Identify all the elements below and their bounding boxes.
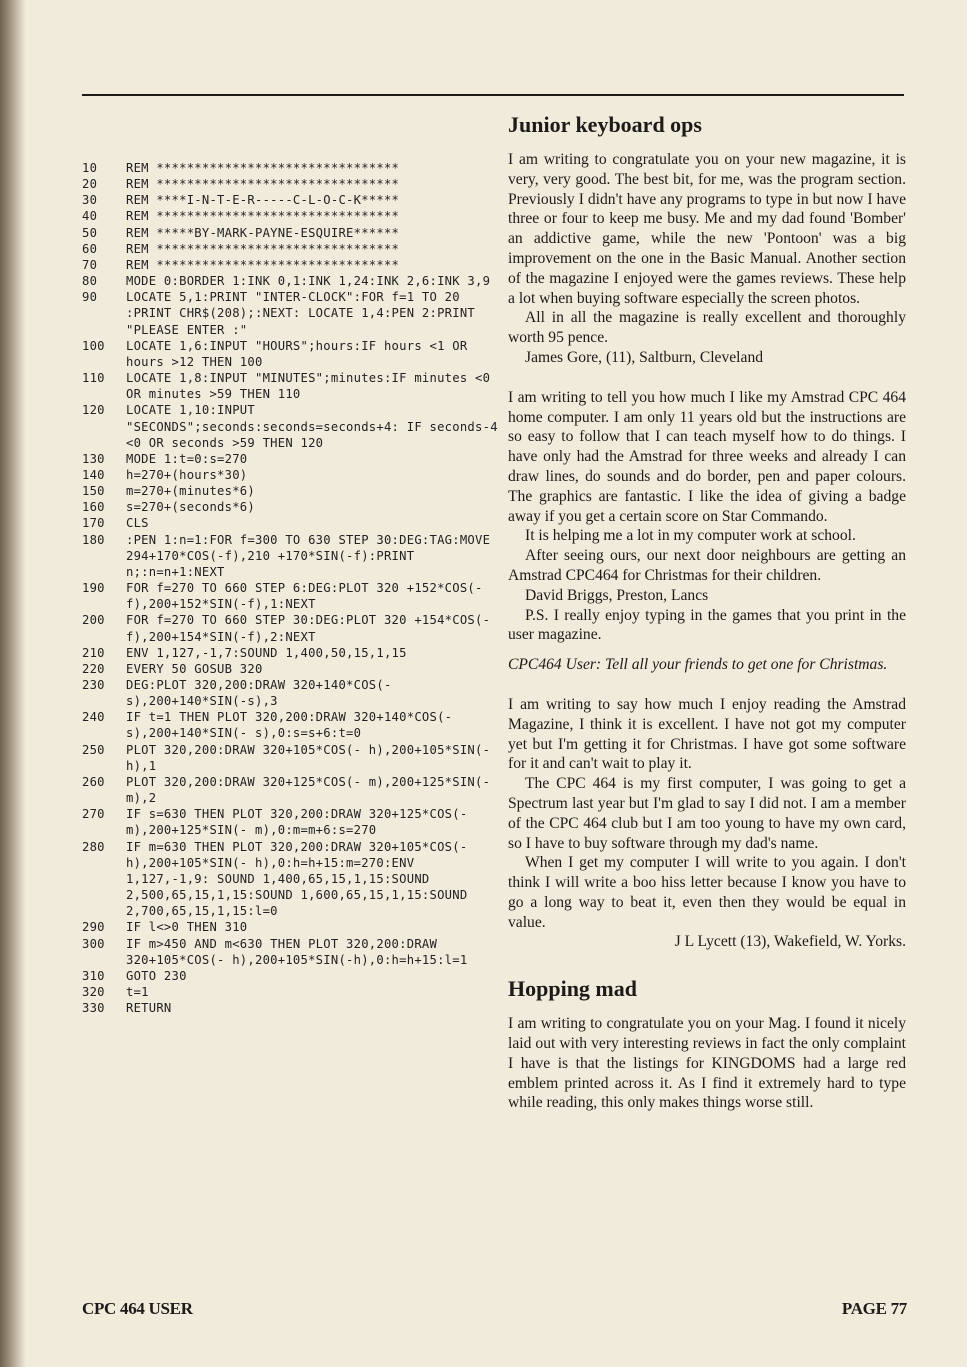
line-code: IF t=1 THEN PLOT 320,200:DRAW 320+140*COS(-s),200+140*SIN(- s),0:s=s+6:t=0 [126,710,453,741]
letter2-paragraph: I am writing to tell you how much I like my Amstrad CPC 464 home computer. I am only 11 years old but the instructions are so easy to follow that I can teach myself how to do things. I have only had the Amstrad for three weeks and already I can draw lines, do sounds and do border, pen and paper colours. The graphics are fantastic. I like the idea of giving a badge away if you get a certain score on Star Commando. [508,388,906,525]
listing-line [82,451,500,467]
listing-line [82,370,500,402]
line-number: 270 [82,807,105,822]
spacer [508,645,906,655]
line-number: 330 [82,1001,105,1016]
line-number: 210 [82,645,105,660]
line-code: RETURN [126,1001,172,1016]
line-number: 20 [82,177,98,192]
line-number: 90 [82,290,98,305]
line-number: 40 [82,209,98,224]
letter3-paragraph: When I get my computer I will write to you again. I don't think I will write a boo hiss letter because I know you have to go a long way to beat it, even then they would be equal in value. [508,854,906,931]
listing-line [82,483,500,499]
line-code: REM ******************************** [126,161,400,175]
line-number: 150 [82,484,105,499]
line-code: IF s=630 THEN PLOT 320,200:DRAW 320+125*COS(-m),200+125*SIN(- m),0:m=m+6:s=270 [126,807,468,838]
line-number: 110 [82,371,105,386]
listing-line [82,176,500,192]
line-code: MODE 0:BORDER 1:INK 0,1:INK 1,24:INK 2,6:INK 3,9 [126,274,491,289]
line-number: 180 [82,532,105,547]
line-code: REM ******************************** [126,177,400,192]
footer-publication: CPC 464 USER [82,1299,193,1318]
line-number: 80 [82,274,98,289]
binding-shadow [0,0,26,1367]
letter3-paragraph: The CPC 464 is my first computer, I was going to get a Spectrum last year but I'm glad to say I did not. I am a member of the CPC 464 club but I am too young to have my own card, so I have to buy software through my dad's name. [508,775,906,852]
line-code: LOCATE 1,6:INPUT "HOURS";hours:IF hours <1 OR hours >12 THEN 100 [126,338,476,369]
line-code: GOTO 230 [126,968,187,983]
line-number: 290 [82,920,105,935]
listing-line [82,936,500,968]
line-number: 60 [82,241,98,256]
listing-line [82,192,500,208]
line-number: 300 [82,936,105,951]
listing-line [82,645,500,661]
line-code: REM ******************************** [126,257,400,272]
listing-line [82,742,500,774]
listing-line [82,160,500,176]
line-code: REM ******************************** [126,209,400,224]
listing-line [82,919,500,935]
listing-line [82,273,500,289]
line-code: IF m>450 AND m<630 THEN PLOT 320,200:DRAW 320+105*COS(- h),200+105*SIN(-h),0:h=h+15:l=1 [126,936,468,967]
line-number: 50 [82,225,98,240]
line-code: IF m=630 THEN PLOT 320,200:DRAW 320+105*COS(-h),200+105*SIN(- h),0:h=h+15:m=270:ENV 1,127,-1,9: SOUND 1,400,65,15,1,15:SOUND 2,500,65,15,1,15:SOUND 1,600,65,15,1,15:SOUND 2,700,65,15,1,15:l=0 [126,839,476,919]
line-code: REM ****I-N-T-E-R-----C-L-O-C-K***** [126,193,400,208]
line-number: 220 [82,661,105,676]
basic-program-listing [82,160,506,1016]
line-code: FOR f=270 TO 660 STEP 30:DEG:PLOT 320 +154*COS(-f),200+154*SIN(-f),2:NEXT [126,613,491,644]
line-code: MODE 1:t=0:s=270 [126,451,248,466]
line-number: 310 [82,968,105,983]
line-code: h=270+(hours*30) [126,467,248,482]
heading-hopping-mad: Hopping mad [508,976,637,1002]
listing-line [82,402,506,450]
listing-line [82,968,500,984]
line-number: 100 [82,338,105,353]
listing-line [82,774,500,806]
spacer [508,675,906,695]
letter4-paragraph: I am writing to congratulate you on your Mag. I found it nicely laid out with very interesting reviews in fact the only complaint I have is that the listings for KINGDOMS had a large red emblem printed across it. As I find it extremely hard to type while reading, this only makes things worse still. [508,1015,906,1112]
listing-line [82,208,500,224]
letter3-signature: J L Lycett (13), Wakefield, W. Yorks. [674,933,906,951]
line-code: :PEN 1:n=1:FOR f=300 TO 630 STEP 30:DEG:TAG:MOVE 294+170*COS(-f),210 +170*SIN(-f):PRINT n;:n=n+1:NEXT [126,532,498,579]
letters-column [508,112,906,1113]
listing-line [82,467,500,483]
top-rule [82,94,904,96]
line-code: REM ******************************** [126,241,400,256]
letter2-postscript: P.S. I really enjoy typing in the games that you print in the user magazine. [508,606,906,644]
listing-line [82,677,500,709]
listing-line [82,499,500,515]
line-code: EVERY 50 GOSUB 320 [126,661,263,676]
line-code: CLS [126,516,149,531]
footer-page-number: PAGE 77 [841,1299,907,1318]
spacer [508,368,906,388]
letter3-paragraph: I am writing to say how much I enjoy reading the Amstrad Magazine, I think it is excellent. I have not got my computer yet but I'm getting it for Christmas. I have got some software for it and can't wait to play it. [508,695,906,773]
listing-line [82,515,500,531]
listing-line [82,612,500,644]
listing-line [82,338,500,370]
line-number: 260 [82,774,105,789]
listing-line [82,661,500,677]
line-number: 320 [82,984,105,999]
listing-line [82,1000,500,1016]
line-number: 140 [82,467,105,482]
line-number: 30 [82,193,98,208]
line-code: ENV 1,127,-1,7:SOUND 1,400,50,15,1,15 [126,645,407,660]
line-code: m=270+(minutes*6) [126,484,255,499]
listing-line [82,225,500,241]
listing-line [82,532,500,580]
line-number: 230 [82,678,105,692]
line-code: s=270+(seconds*6) [126,500,255,515]
line-code: LOCATE 1,8:INPUT "MINUTES";minutes:IF minutes <0 OR minutes >59 THEN 110 [126,371,498,402]
line-code: PLOT 320,200:DRAW 320+125*COS(- m),200+125*SIN(-m),2 [126,774,491,806]
line-number: 120 [82,403,105,418]
listing-line [82,241,500,257]
line-number: 280 [82,839,105,854]
line-number: 70 [82,257,98,272]
listing-line [82,984,500,1000]
line-number: 250 [82,742,105,757]
line-code: LOCATE 5,1:PRINT "INTER-CLOCK":FOR f=1 TO 20 :PRINT CHR$(208);:NEXT: LOCATE 1,4:PEN 2:PRINT "PLEASE ENTER :" [126,290,483,337]
line-code: IF l<>0 THEN 310 [126,920,248,935]
line-number: 10 [82,161,98,175]
line-number: 170 [82,516,105,531]
letter1-paragraph: I am writing to congratulate you on your new magazine, it is very, very good. The best bit, for me, was the program section. Previously I didn't have any programs to type in but now I have three or four to keep me busy. Me and my dad found 'Bomber' an addictive game, while the new 'Pontoon' was a big improvement on the one in the Basic Manual. Another section of the magazine I enjoyed were the games reviews. These help a lot when buying software especially the screen photos. [508,151,906,307]
letter2-paragraph: After seeing ours, our next door neighbours are getting an Amstrad CPC464 for Christmas for their children. [508,547,906,584]
line-number: 190 [82,581,105,596]
line-code: REM *****BY-MARK-PAYNE-ESQUIRE****** [126,225,400,240]
letter2-paragraph: It is helping me a lot in my computer work at school. [525,527,856,545]
line-number: 200 [82,613,105,628]
letter1-signature: James Gore, (11), Saltburn, Cleveland [525,348,764,366]
line-code: DEG:PLOT 320,200:DRAW 320+140*COS(- s),200+140*SIN(-s),3 [126,678,400,709]
line-number: 240 [82,710,105,725]
listing-line [82,257,500,273]
listing-line [82,289,500,337]
line-code: LOCATE 1,10:INPUT "SECONDS";seconds:seconds=seconds+4: IF seconds-4 <0 OR seconds >59 THEN 120 [126,403,506,450]
line-number: 160 [82,500,105,515]
line-code: t=1 [126,984,149,999]
listing-line [82,580,500,612]
heading-junior-keyboard-ops: Junior keyboard ops [508,112,702,137]
line-code: FOR f=270 TO 660 STEP 6:DEG:PLOT 320 +152*COS(-f),200+152*SIN(-f),1:NEXT [126,581,483,612]
line-code: PLOT 320,200:DRAW 320+105*COS(- h),200+105*SIN(-h),1 [126,742,491,773]
listing-line [82,709,500,741]
editor-reply: CPC464 User: Tell all your friends to get one for Christmas. [508,656,888,674]
letter1-paragraph: All in all the magazine is really excellent and thoroughly worth 95 pence. [508,309,906,347]
letter2-signature: David Briggs, Preston, Lancs [525,586,709,604]
listing-line [82,806,500,838]
line-number: 130 [82,451,105,466]
listing-line [82,839,500,920]
